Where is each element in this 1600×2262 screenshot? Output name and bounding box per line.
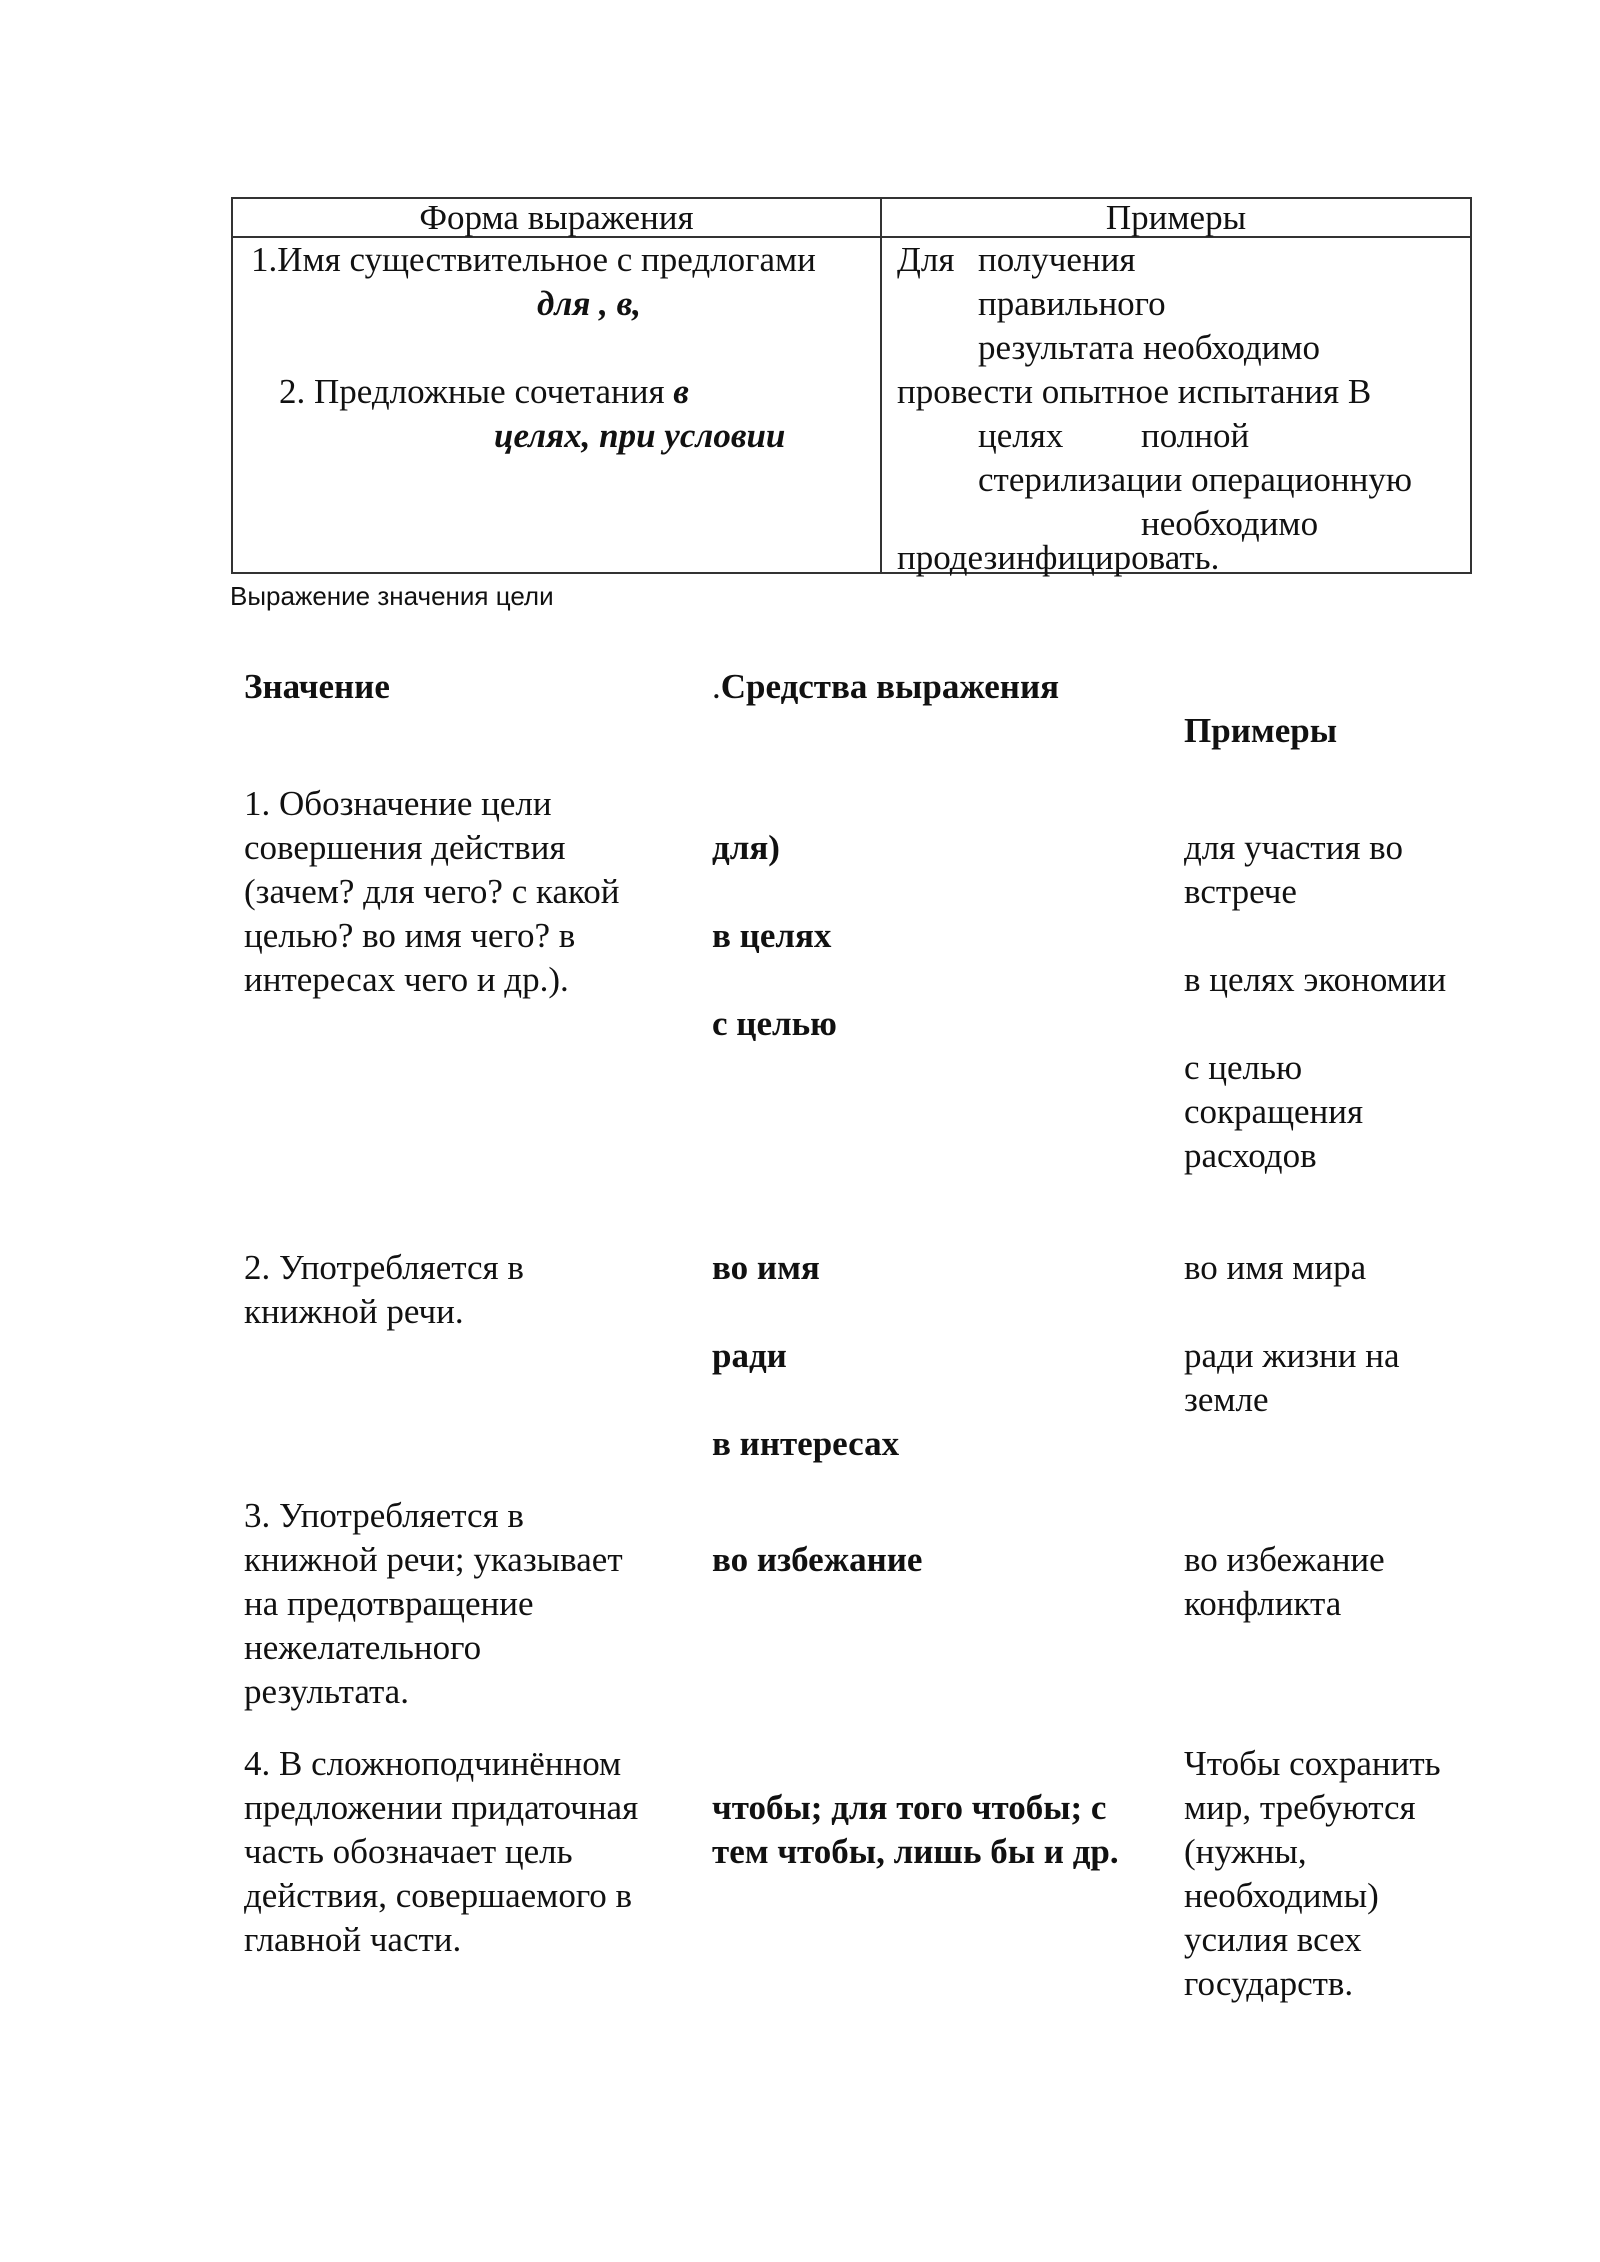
means-item: тем чтобы, лишь бы и др.: [712, 1832, 1119, 1871]
meaning-line: совершения действия: [244, 828, 566, 867]
meaning-line: результата.: [244, 1672, 409, 1711]
meaning-line: действия, совершаемого в: [244, 1876, 633, 1915]
example-line: усилия всех: [1184, 1920, 1362, 1959]
example-line: земле: [1184, 1380, 1269, 1419]
example-line: (нужны,: [1184, 1832, 1307, 1871]
meaning-line: 3. Употребляется в: [244, 1496, 524, 1535]
means-item: в целях: [712, 916, 832, 955]
meaning-line: интересах чего и др.).: [244, 960, 569, 999]
example-line: для участия во: [1184, 828, 1403, 867]
example-line: с целью: [1184, 1048, 1303, 1087]
example-line: получения: [978, 240, 1136, 279]
table-column-divider: [880, 199, 882, 572]
section-caption: Выражение значения цели: [230, 581, 554, 611]
form-item-2: [279, 370, 689, 414]
form-item-2-prep-a: в: [673, 372, 689, 411]
example-line: необходимо: [1141, 504, 1319, 543]
form-item-2-prepositions: целях, при условии: [494, 416, 786, 455]
form-item-2-text: 2. Предложные сочетания: [279, 372, 665, 411]
meaning-line: на предотвращение: [244, 1584, 534, 1623]
example-line: Чтобы сохранить: [1184, 1744, 1441, 1783]
means-item: во имя: [712, 1248, 820, 1287]
example-line: встрече: [1184, 872, 1297, 911]
meaning-line: 4. В сложноподчинённом: [244, 1744, 622, 1783]
example-line: конфликта: [1184, 1584, 1342, 1623]
example-line: сокращения: [1184, 1092, 1364, 1131]
means-item: в интересах: [712, 1424, 900, 1463]
means-item: во избежание: [712, 1540, 923, 1579]
meaning-line: нежелательного: [244, 1628, 482, 1667]
meaning-line: часть обозначает цель: [244, 1832, 573, 1871]
example-line: во имя мира: [1184, 1248, 1367, 1287]
meaning-line: 1. Обозначение цели: [244, 784, 552, 823]
example-line: в целях экономии: [1184, 960, 1447, 999]
means-item: с целью: [712, 1004, 837, 1043]
example-line: необходимы): [1184, 1876, 1379, 1915]
means-item: ради: [712, 1336, 787, 1375]
meaning-line: (зачем? для чего? с какой: [244, 872, 620, 911]
example-line: во избежание: [1184, 1540, 1385, 1579]
example-line: целях: [978, 416, 1064, 455]
example-line: результата необходимо: [978, 328, 1321, 367]
meaning-line: предложении придаточная: [244, 1788, 639, 1827]
header-means: [712, 665, 1059, 709]
example-line: расходов: [1184, 1136, 1317, 1175]
example-line: полной: [1141, 416, 1250, 455]
example-line: ради жизни на: [1184, 1336, 1400, 1375]
example-line: государств.: [1184, 1964, 1354, 2003]
header-meaning: Значение: [244, 667, 390, 706]
example-line: Для: [897, 240, 955, 279]
example-line: мир, требуются: [1184, 1788, 1416, 1827]
header-means-text: Средства выражения: [720, 667, 1060, 706]
meaning-line: книжной речи.: [244, 1292, 464, 1331]
header-examples-2: Примеры: [1184, 711, 1338, 750]
header-form: Форма выражения: [419, 198, 694, 237]
example-line: стерилизации операционную: [978, 460, 1412, 499]
meaning-line: главной части.: [244, 1920, 462, 1959]
example-line: правильного: [978, 284, 1166, 323]
header-means-dot: .: [712, 667, 721, 706]
meaning-line: 2. Употребляется в: [244, 1248, 524, 1287]
example-line: продезинфицировать.: [897, 538, 1220, 577]
form-item-1-prepositions: для , в,: [537, 284, 641, 323]
meaning-line: целью? во имя чего? в: [244, 916, 576, 955]
means-item: чтобы; для того чтобы; с: [712, 1788, 1107, 1827]
meaning-line: книжной речи; указывает: [244, 1540, 623, 1579]
means-item: для): [712, 828, 780, 867]
form-item-1: 1.Имя существительное с предлогами: [251, 240, 816, 279]
example-line: провести опытное испытания В: [897, 372, 1372, 411]
header-examples: Примеры: [1105, 198, 1247, 237]
